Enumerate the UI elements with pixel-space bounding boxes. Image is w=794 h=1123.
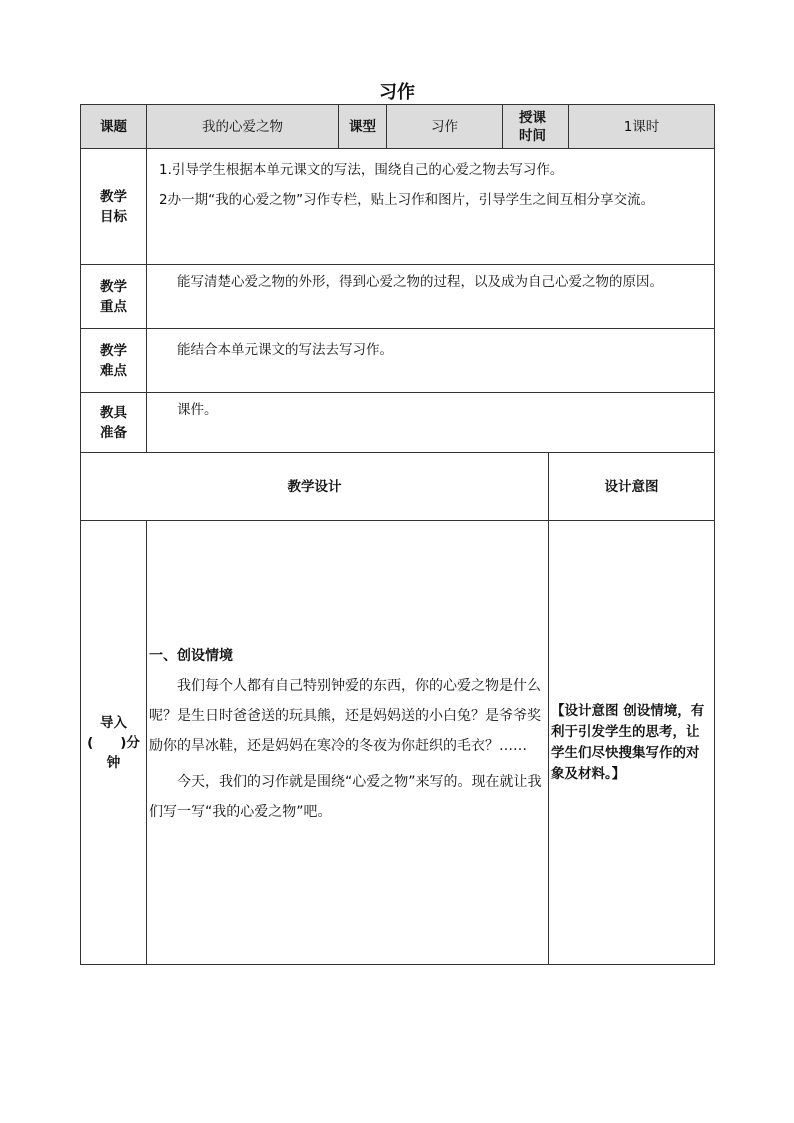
difficulties-label [81,329,147,393]
key-points-content [147,265,715,329]
topic-label: 课题 [81,105,147,149]
time-value: 1课时 [569,105,715,149]
type-label: 课型 [339,105,387,149]
goal-item-2: 2办一期“我的心爱之物”习作专栏，贴上习作和图片，引导学生之间互相分享交流。 [159,192,655,208]
section-header-row [81,453,715,521]
key-points-label-line1: 教学 [100,278,127,295]
intro-intent-content [549,521,715,965]
key-points-label-line2: 重点 [100,298,127,315]
difficulties-label-line1: 教学 [100,342,127,359]
intro-label [81,521,147,965]
intro-paragraph-1: 我们每个人都有自己特别钟爱的东西，你的心爱之物是什么呢？是生日时爸爸送的玩具熊，还是妈妈送的小白兔？是爷爷奖励你的旱冰鞋，还是妈妈在寒冷的冬夜为你赶织的毛衣？…… [149,678,541,754]
key-points-row [81,265,715,329]
tools-row [81,393,715,453]
difficulties-row [81,329,715,393]
lesson-plan-table [80,104,715,965]
tools-text: 课件。 [177,402,218,418]
tools-content [147,393,715,453]
teaching-design-header: 教学设计 [81,453,549,521]
goals-label-line2: 目标 [100,208,127,225]
tools-label-line1: 教具 [100,404,127,421]
time-label-line2: 时间 [519,127,546,144]
difficulties-content [147,329,715,393]
goals-row [81,149,715,265]
intro-label-line1: 导入 [100,714,127,731]
intro-label-line2: ( )分 [87,734,140,751]
intro-heading: 一、创设情境 [149,648,233,664]
goals-content [147,149,715,265]
goals-label [81,149,147,265]
intro-paragraph-2: 今天，我们的习作就是围绕“心爱之物”来写的。现在就让我们写一写“我的心爱之物”吧。 [149,774,542,820]
intro-row [81,521,715,965]
header-row [81,105,715,149]
intro-intent-text: 【设计意图 创设情境，有利于引发学生的思考，让学生们尽快搜集写作的对象及材料。】 [551,702,705,782]
topic-value: 我的心爱之物 [147,105,339,149]
time-label [503,105,569,149]
time-label-line1: 授课 [519,109,546,126]
intro-label-line3: 钟 [106,754,121,771]
intro-design-content [147,521,549,965]
type-value: 习作 [387,105,503,149]
difficulties-text: 能结合本单元课文的写法去写习作。 [177,342,393,358]
document-title: 习作 [379,82,415,103]
goals-label-line1: 教学 [100,188,127,205]
design-intent-header: 设计意图 [549,453,715,521]
key-points-text: 能写清楚心爱之物的外形，得到心爱之物的过程，以及成为自己心爱之物的原因。 [177,274,663,290]
difficulties-label-line2: 难点 [100,362,127,379]
tools-label-line2: 准备 [100,424,127,441]
tools-label [81,393,147,453]
goal-item-1: 1.引导学生根据本单元课文的写法，围绕自己的心爱之物去写习作。 [159,162,564,178]
key-points-label [81,265,147,329]
